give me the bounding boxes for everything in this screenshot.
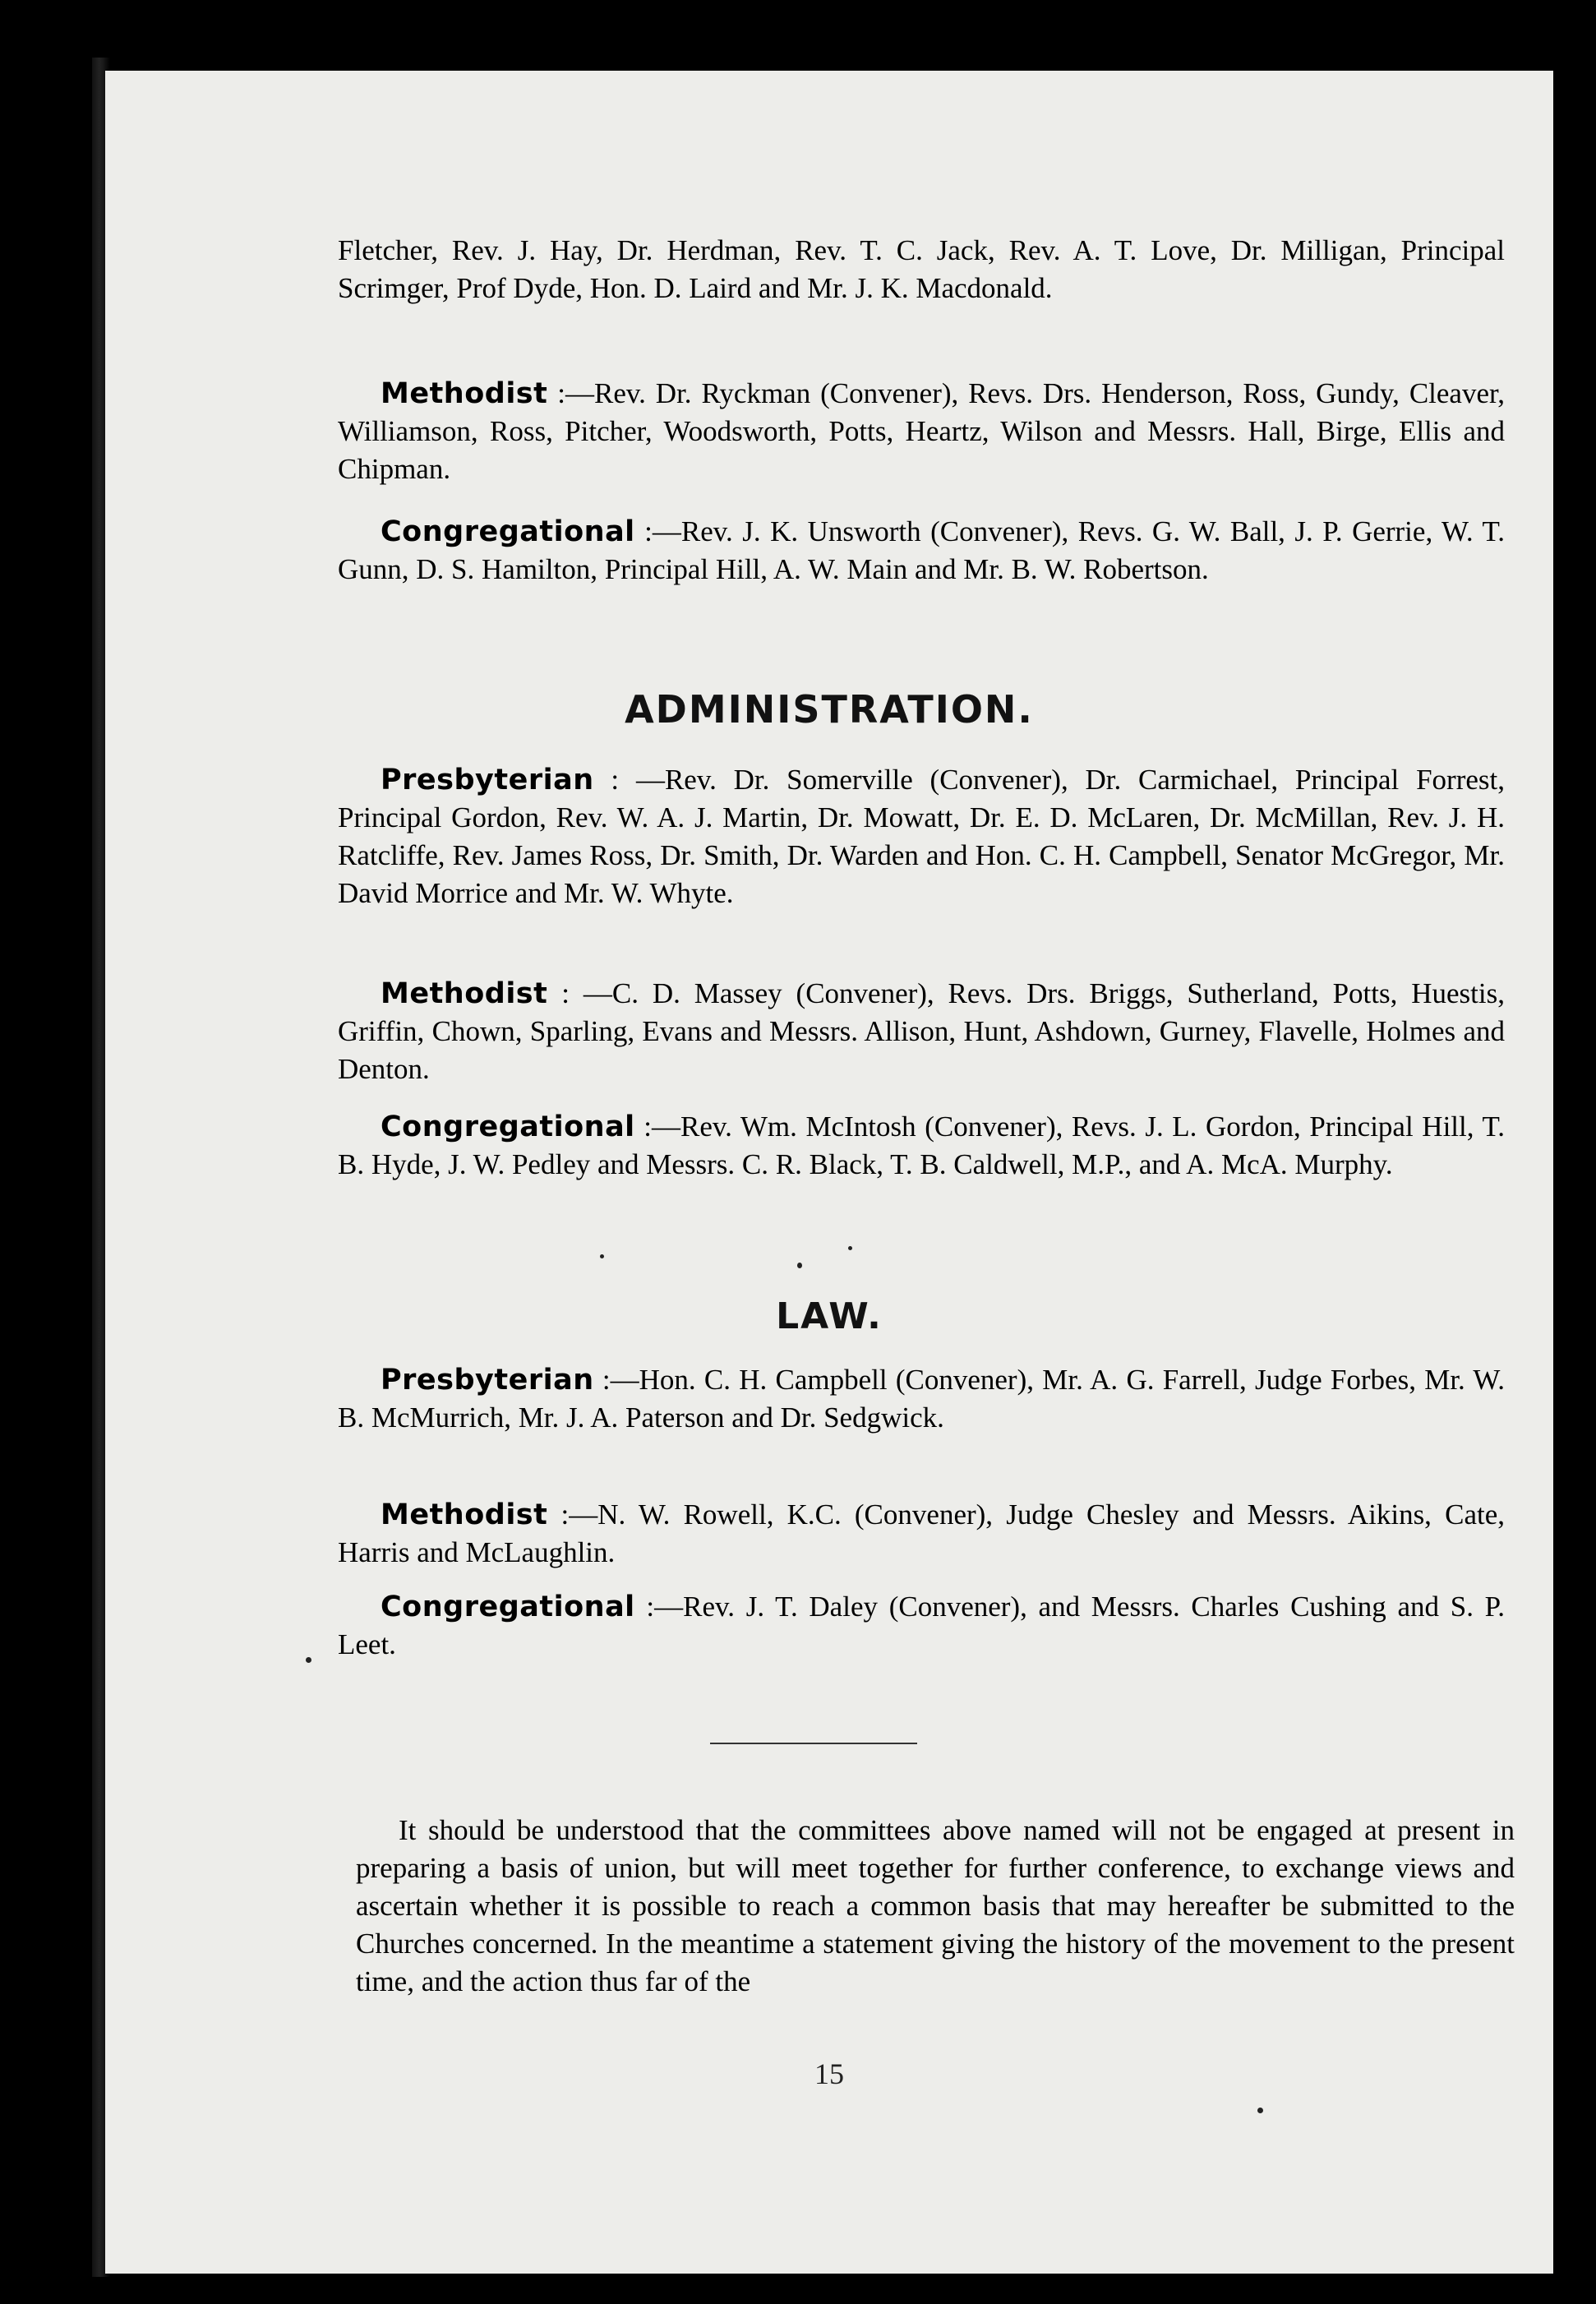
document-page: [105, 71, 1553, 2274]
methodist-label: Methodist: [381, 977, 548, 1010]
closing-paragraph: [356, 1812, 1515, 2001]
presbyterian-members: :—Hon. C. H. Campbell (Convener), Mr. A. G. Farrell, Judge Forbes, Mr. W. B. McMurrich, Mr. J. A. Paterson and Dr. Sedgwick.: [338, 1364, 1505, 1434]
continuation-text: Fletcher, Rev. J. Hay, Dr. Herdman, Rev. T. C. Jack, Rev. A. T. Love, Dr. Milligan, Principal Scrimger, Prof Dyde, Hon. D. Laird and Mr. J. K. Macdonald.: [338, 234, 1505, 304]
methodist-label: Methodist: [381, 1498, 548, 1531]
methodist-members: :—Rev. Dr. Ryckman (Convener), Revs. Drs. Henderson, Ross, Gundy, Cleaver, Williamson, Ross, Pitcher, Woodsworth, Potts, Heartz, Wilson and Messrs. Hall, Birge, Ellis and Chipman.: [338, 377, 1505, 485]
congregational-members: :—Rev. J. K. Unsworth (Convener), Revs. G. W. Ball, J. P. Gerrie, W. T. Gunn, D. S. Hamilton, Principal Hill, A. W. Main and Mr. B. W. Robertson.: [338, 515, 1505, 585]
ink-speck: [306, 1657, 311, 1663]
congregational-committee-1: [338, 513, 1505, 589]
continuation-paragraph: [338, 232, 1505, 307]
ink-speck: [848, 1246, 852, 1250]
presbyterian-members: : —Rev. Dr. Somerville (Convener), Dr. Carmichael, Principal Forrest, Principal Gordon, Rev. W. A. J. Martin, Dr. Mowatt, Dr. E. D. McLaren, Dr. McMillan, Rev. J. H. Ratcliffe, Rev. James Ross, Dr. Smith, Dr. Warden and Hon. C. H. Campbell, Senator McGregor, Mr. David Morrice and Mr. W. Whyte.: [338, 764, 1505, 909]
methodist-label: Methodist: [381, 377, 548, 410]
administration-heading: ADMINISTRATION.: [625, 687, 1034, 732]
congregational-label: Congregational: [381, 1591, 635, 1623]
page-number: 15: [814, 2057, 844, 2090]
congregational-members: :—Rev. Wm. McIntosh (Convener), Revs. J. L. Gordon, Principal Hill, T. B. Hyde, J. W. Pedley and Messrs. C. R. Black, T. B. Caldwell, M.P., and A. McA. Murphy.: [338, 1110, 1505, 1180]
administration-methodist: [338, 975, 1505, 1088]
methodist-members: : —C. D. Massey (Convener), Revs. Drs. Briggs, Sutherland, Potts, Huestis, Griffin, Chown, Sparling, Evans and Messrs. Allison, Hunt, Ashdown, Gurney, Flavelle, Holmes and Denton.: [338, 977, 1505, 1085]
ink-speck: [600, 1254, 604, 1258]
law-heading: LAW.: [776, 1295, 883, 1337]
congregational-label: Congregational: [381, 1110, 635, 1143]
closing-paragraph-text: It should be understood that the committees above named will not be engaged at present in preparing a basis of union, but will meet together for further conference, to exchange views and ascertain whether it is possible to reach a common basis that may hereafter be submitted to the Churches concerned. In the meantime a statement giving the history of the movement to the present time, and the action thus far of the: [356, 1814, 1515, 1997]
section-divider: [710, 1743, 917, 1744]
ink-speck: [797, 1263, 802, 1268]
ink-speck: [1257, 2108, 1263, 2113]
presbyterian-label: Presbyterian: [381, 764, 594, 796]
law-presbyterian: [338, 1361, 1505, 1437]
methodist-committee-1: [338, 375, 1505, 488]
administration-congregational: [338, 1108, 1505, 1184]
law-methodist: [338, 1496, 1505, 1572]
congregational-members: :—Rev. J. T. Daley (Convener), and Messrs. Charles Cushing and S. P. Leet.: [338, 1591, 1505, 1660]
law-congregational: [338, 1588, 1505, 1664]
methodist-members: :—N. W. Rowell, K.C. (Convener), Judge Chesley and Messrs. Aikins, Cate, Harris and McLaughlin.: [338, 1498, 1505, 1568]
congregational-label: Congregational: [381, 515, 635, 548]
administration-presbyterian: [338, 761, 1505, 912]
presbyterian-label: Presbyterian: [381, 1364, 594, 1397]
